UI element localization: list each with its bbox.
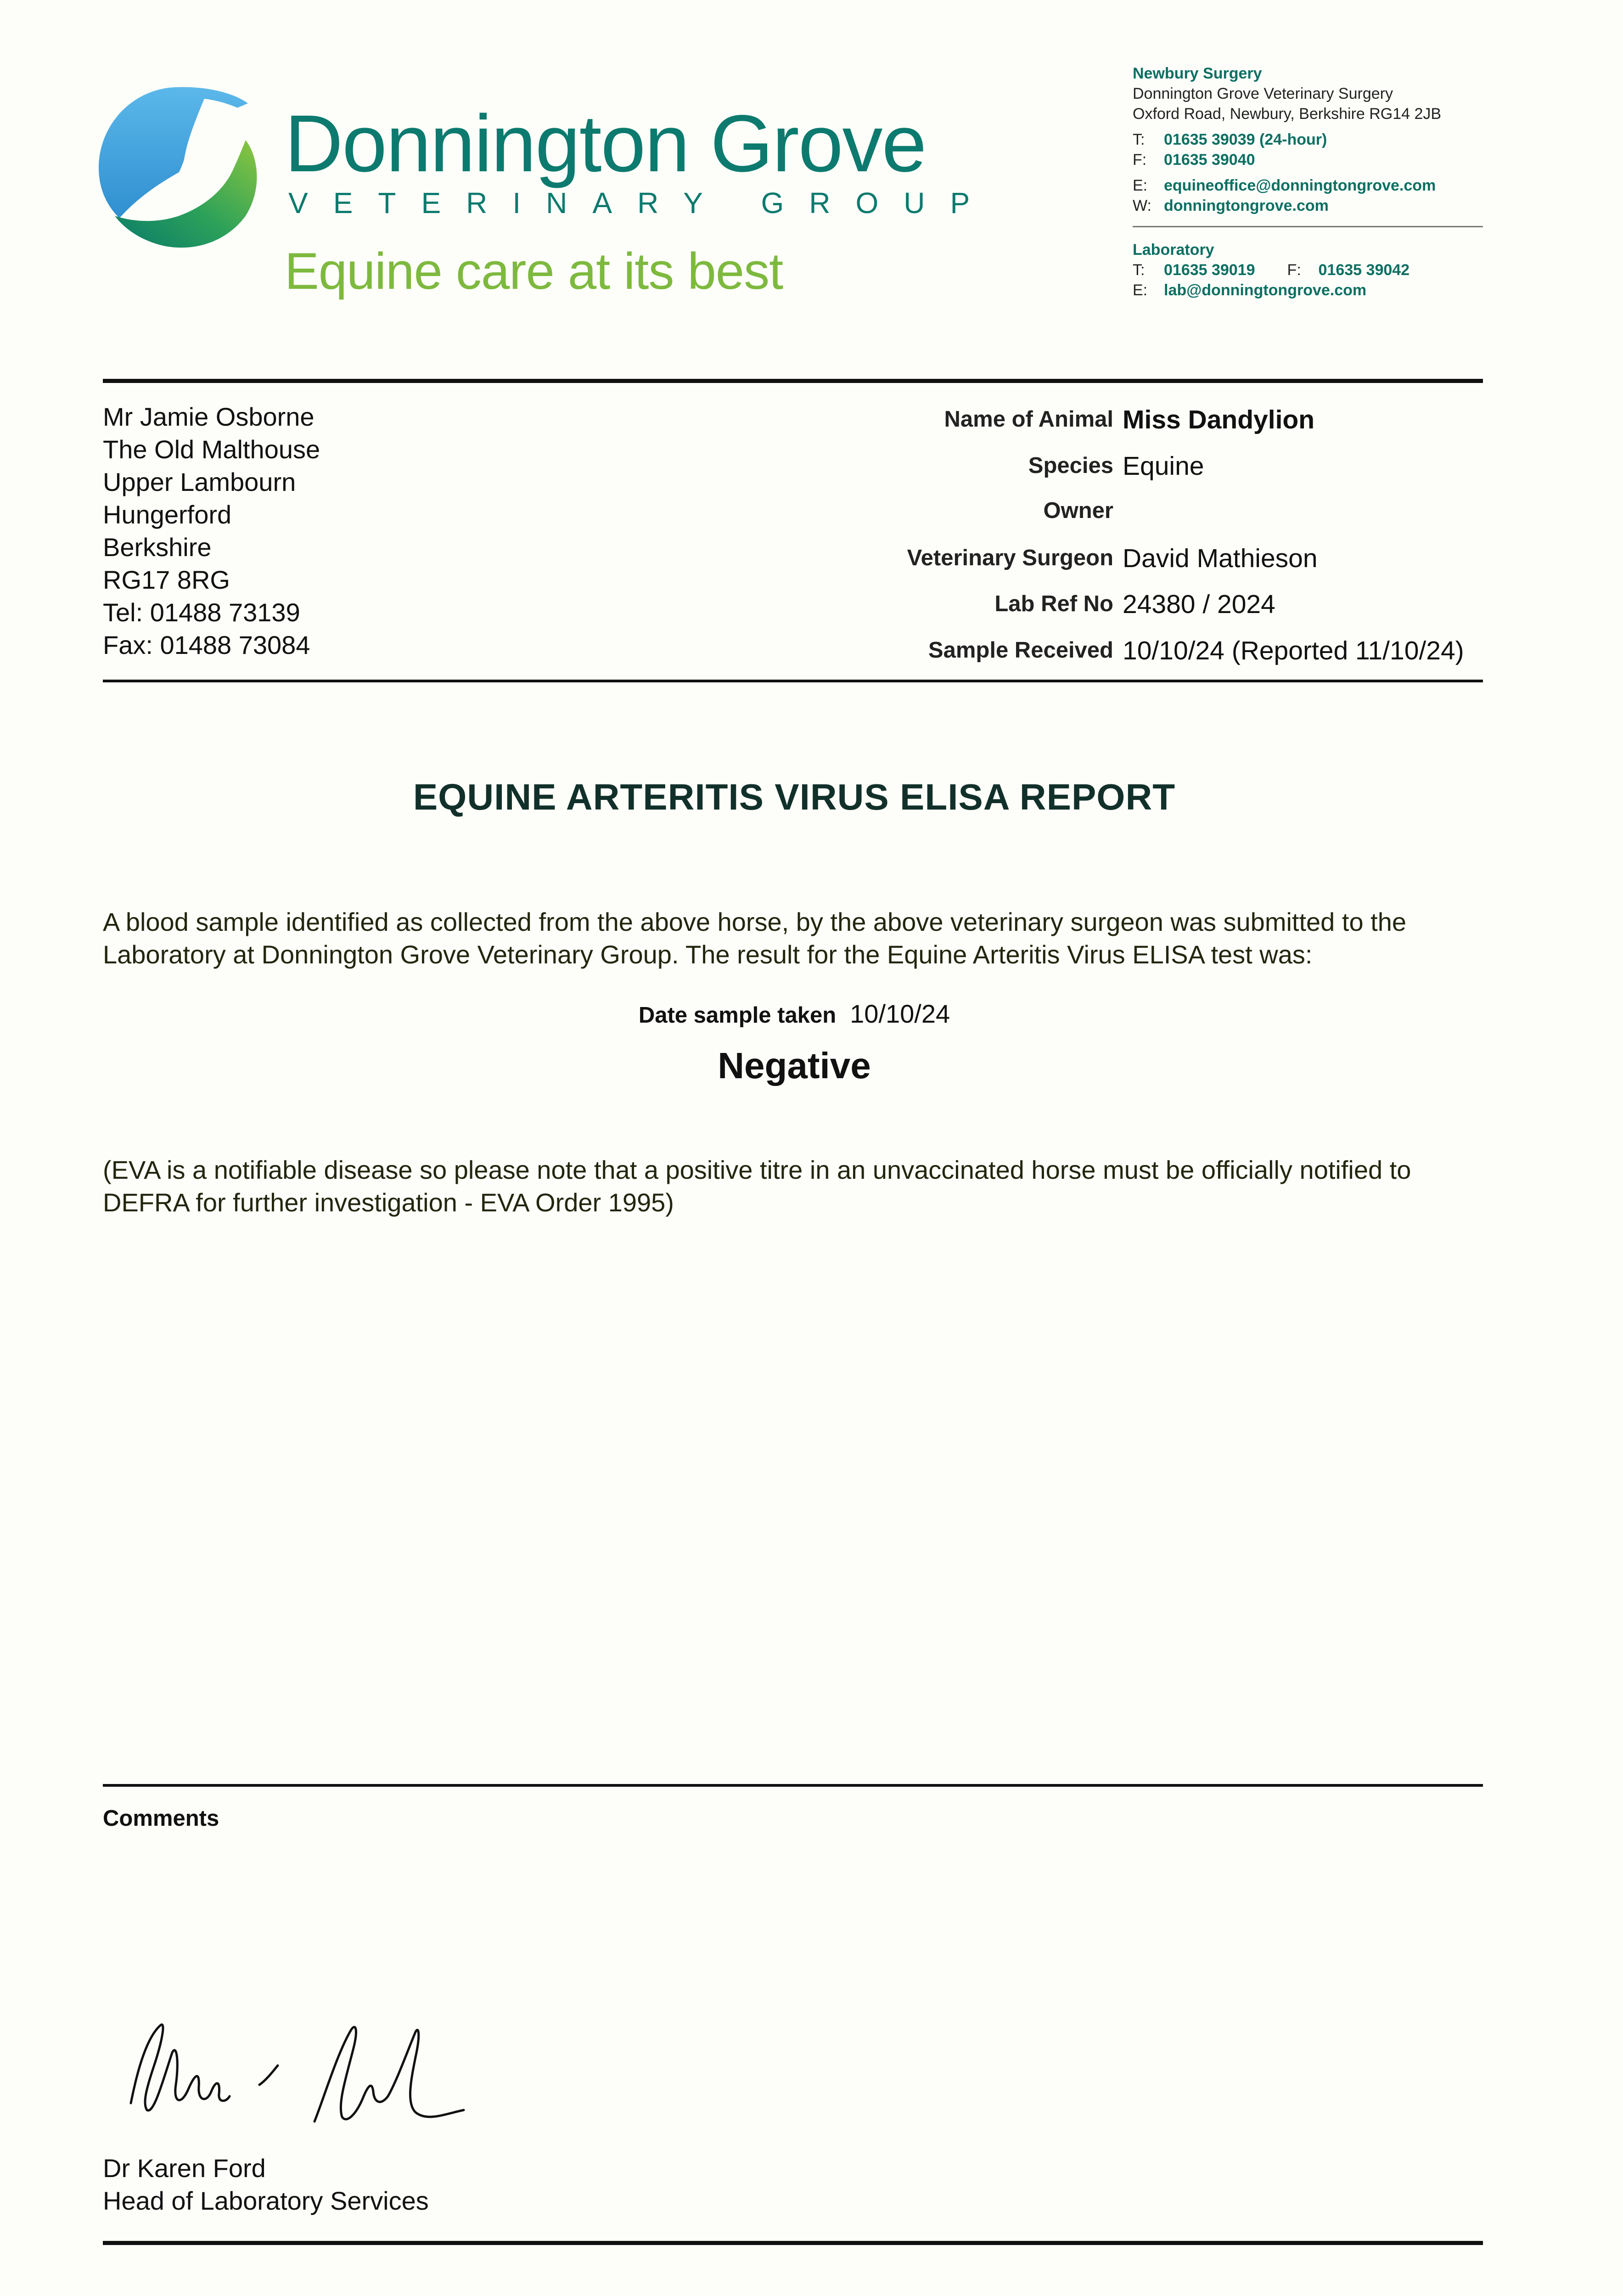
address-line: Fax: 01488 73084	[103, 630, 310, 659]
detail-row-animal-name	[781, 402, 1483, 439]
newbury-contact-block	[1133, 63, 1441, 216]
detail-label: Name of Animal	[944, 407, 1113, 432]
laboratory-tel: 01635 39019	[1164, 261, 1255, 279]
brand-name: Donnington Grove	[285, 99, 926, 189]
detail-row-sample-received	[781, 633, 1483, 670]
newbury-heading: Newbury Surgery	[1133, 65, 1262, 82]
brand-subtitle: VETERINARY GROUP	[288, 186, 995, 219]
laboratory-tel-label: T:	[1133, 261, 1145, 279]
header-rule	[103, 379, 1483, 383]
address-line: Hungerford	[103, 500, 232, 529]
newbury-email-label: E:	[1133, 177, 1148, 194]
detail-label: Veterinary Surgeon	[907, 546, 1113, 570]
detail-value: Miss Dandylion	[1123, 405, 1315, 434]
detail-row-owner	[781, 493, 1483, 530]
report-intro-paragraph: A blood sample identified as collected from the above horse, by the above veterinary surgeon was submitted to the Laboratory at Donnington Grove Veterinary Group. The result for the Equine Arteritis Virus ELISA test was:	[103, 907, 1406, 969]
notifiable-disease-note: (EVA is a notifiable disease so please note that a positive titre in an unvaccinated horse must be officially notified to DEFRA for further investigation - EVA Order 1995)	[103, 1155, 1411, 1217]
detail-value: David Mathieson	[1123, 544, 1318, 573]
detail-label: Lab Ref No	[994, 591, 1113, 616]
newbury-web-label: W:	[1133, 197, 1151, 214]
brand-tagline: Equine care at its best	[285, 242, 783, 300]
date-taken-value: 10/10/24	[850, 999, 950, 1028]
comments-heading: Comments	[103, 1806, 219, 1831]
detail-label: Sample Received	[928, 638, 1113, 663]
newbury-website-link[interactable]: donningtongrove.com	[1164, 197, 1329, 214]
address-line: Tel: 01488 73139	[103, 598, 300, 627]
header-contact-divider	[1133, 226, 1483, 227]
detail-value: 10/10/24 (Reported 11/10/24)	[1123, 636, 1464, 665]
details-rule	[103, 680, 1483, 682]
address-line: Mr Jamie Osborne	[103, 402, 314, 431]
signatory-block	[103, 2152, 429, 2217]
detail-value: 24380 / 2024	[1123, 590, 1275, 619]
laboratory-heading: Laboratory	[1133, 241, 1214, 259]
newbury-address-line2: Oxford Road, Newbury, Berkshire RG14 2JB	[1133, 105, 1442, 123]
newbury-tel: 01635 39039 (24-hour)	[1164, 131, 1327, 148]
detail-row-species	[781, 448, 1483, 485]
address-line: Upper Lambourn	[103, 467, 296, 496]
newbury-fax: 01635 39040	[1164, 151, 1255, 169]
detail-label: Owner	[1043, 498, 1113, 523]
detail-value: Equine	[1123, 451, 1204, 481]
report-title: EQUINE ARTERITIS VIRUS ELISA REPORT	[413, 777, 1176, 817]
signature-image	[122, 2011, 475, 2135]
comments-rule	[103, 1784, 1483, 1787]
brand-logo-icon	[94, 85, 266, 250]
test-result: Negative	[718, 1045, 871, 1086]
address-line: Berkshire	[103, 533, 212, 562]
laboratory-contact-block	[1133, 240, 1410, 300]
address-line: The Old Malthouse	[103, 435, 320, 464]
footer-rule	[103, 2241, 1483, 2245]
recipient-address	[103, 400, 320, 661]
detail-label: Species	[1028, 453, 1113, 478]
date-sample-taken	[0, 999, 1589, 1029]
newbury-tel-label: T:	[1133, 131, 1145, 148]
signatory-name: Dr Karen Ford	[103, 2154, 266, 2183]
newbury-fax-label: F:	[1133, 151, 1147, 169]
date-taken-label: Date sample taken	[638, 1003, 837, 1028]
laboratory-email-label: E:	[1133, 281, 1148, 299]
address-line: RG17 8RG	[103, 565, 230, 594]
newbury-email-link[interactable]: equineoffice@donningtongrove.com	[1164, 177, 1436, 194]
laboratory-email-link[interactable]: lab@donningtongrove.com	[1164, 281, 1367, 299]
laboratory-fax-label: F:	[1287, 261, 1301, 279]
signatory-title: Head of Laboratory Services	[103, 2186, 429, 2215]
detail-row-lab-ref	[781, 586, 1483, 623]
laboratory-fax: 01635 39042	[1318, 261, 1410, 279]
newbury-address-line1: Donnington Grove Veterinary Surgery	[1133, 85, 1393, 102]
detail-row-veterinary-surgeon	[781, 540, 1483, 577]
